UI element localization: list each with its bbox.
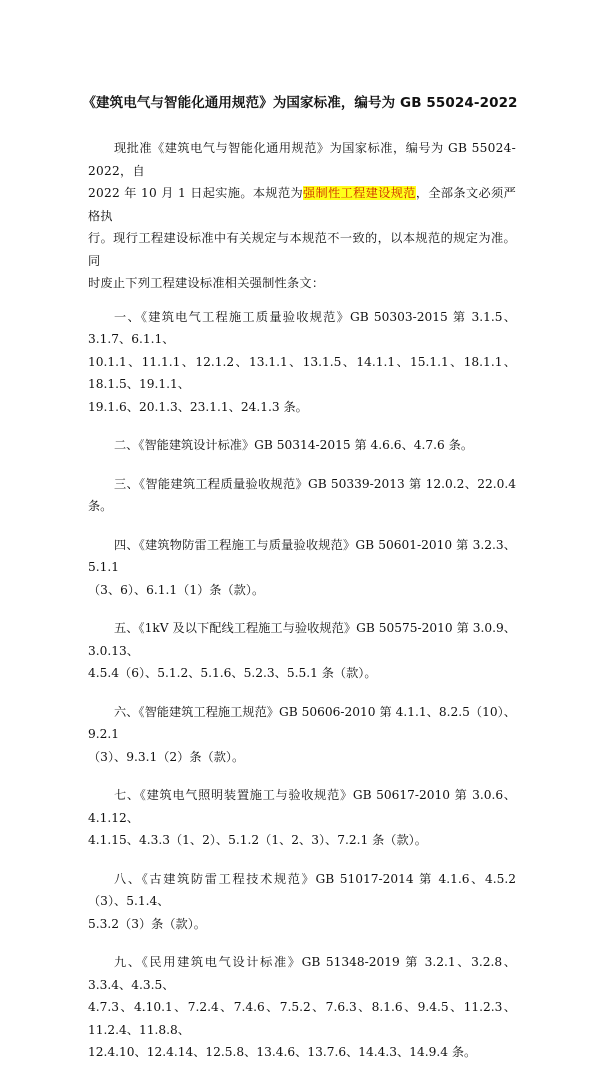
intro-line-2-after: ，全部条文必须严格执	[88, 186, 517, 223]
list-item-2	[88, 434, 516, 457]
list-item-8	[88, 868, 516, 936]
intro-line-4: 时废止下列工程建设标准相关强制性条文：	[88, 276, 325, 290]
intro-paragraph	[88, 137, 516, 295]
list-item-6	[88, 701, 516, 769]
highlighted-term: 强制性工程建设规范	[303, 186, 416, 200]
list-item-6-line-1: 六、《智能建筑工程施工规范》GB 50606-2010 第 4.1.1、8.2.5（10）、9.2.1	[88, 704, 516, 741]
list-item-1-line-3: 19.1.6、20.1.3、23.1.1、24.1.3 条。	[88, 399, 308, 414]
list-item-9	[88, 951, 516, 1064]
intro-line-1: 现批准《建筑电气与智能化通用规范》为国家标准，编号为 GB 55024-2022，自	[88, 141, 516, 178]
list-item-8-line-2: 5.3.2（3）条（款）。	[88, 916, 206, 931]
list-item-8-line-1: 八、《古建筑防雷工程技术规范》GB 51017-2014 第 4.1.6、4.5.2（3）、5.1.4、	[88, 871, 516, 908]
list-item-7-line-2: 4.1.15、4.3.3（1、2）、5.1.2（1、2、3）、7.2.1 条（款）。	[88, 833, 427, 847]
list-item-9-line-2: 4.7.3、4.10.1、7.2.4、7.4.6、7.5.2、7.6.3、8.1.6、9.4.5、11.2.3、11.2.4、11.8.8、	[88, 1000, 516, 1037]
list-item-4	[88, 534, 516, 602]
list-item-9-line-3: 12.4.10、12.4.14、12.5.8、13.4.6、13.7.6、14.4.3、14.9.4 条。	[88, 1045, 477, 1059]
intro-line-2-before: 2022 年 10 月 1 日起实施。本规范为	[88, 186, 304, 200]
intro-line-3: 行。现行工程建设标准中有关规定与本规范不一致的，以本规范的规定为准。同	[88, 231, 516, 268]
list-item-1-line-2: 10.1.1、11.1.1、12.1.2、13.1.1、13.1.5、14.1.1、15.1.1、18.1.1、18.1.5、19.1.1、	[88, 354, 516, 391]
list-item-5	[88, 617, 516, 685]
list-item-9-line-1: 九、《民用建筑电气设计标准》GB 51348-2019 第 3.2.1、3.2.8、3.3.4、4.3.5、	[88, 955, 516, 992]
list-item-5-line-1: 五、《1kV 及以下配线工程施工与验收规范》GB 50575-2010 第 3.0.9、3.0.13、	[88, 621, 516, 658]
list-item-2-line-1: 二、《智能建筑设计标准》GB 50314-2015 第 4.6.6、4.7.6 条。	[114, 438, 474, 452]
list-item-3-line-1: 三、《智能建筑工程质量验收规范》GB 50339-2013 第 12.0.2、22.0.4 条。	[88, 476, 516, 513]
list-item-4-line-1: 四、《建筑物防雷工程施工与质量验收规范》GB 50601-2010 第 3.2.3、5.1.1	[88, 537, 516, 574]
document-body	[88, 137, 516, 1080]
list-item-6-line-2: （3）、9.3.1（2）条（款）。	[88, 749, 245, 764]
list-item-7-line-1: 七、《建筑电气照明装置施工与验收规范》GB 50617-2010 第 3.0.6、4.1.12、	[88, 788, 516, 825]
intro-line-2	[88, 182, 516, 227]
list-item-5-line-2: 4.5.4（6）、5.1.2、5.1.6、5.2.3、5.5.1 条（款）。	[88, 666, 377, 680]
list-item-4-line-2: （3、6）、6.1.1（1）条（款）。	[88, 582, 265, 597]
list-item-3	[88, 473, 516, 518]
list-item-7	[88, 784, 516, 852]
list-item-1-line-1: 一、《建筑电气工程施工质量验收规范》GB 50303-2015 第 3.1.5、3.1.7、6.1.1、	[88, 309, 516, 346]
document-title: 《建筑电气与智能化通用规范》为国家标准，编号为 GB 55024-2022	[82, 95, 518, 111]
list-item-1	[88, 306, 516, 419]
